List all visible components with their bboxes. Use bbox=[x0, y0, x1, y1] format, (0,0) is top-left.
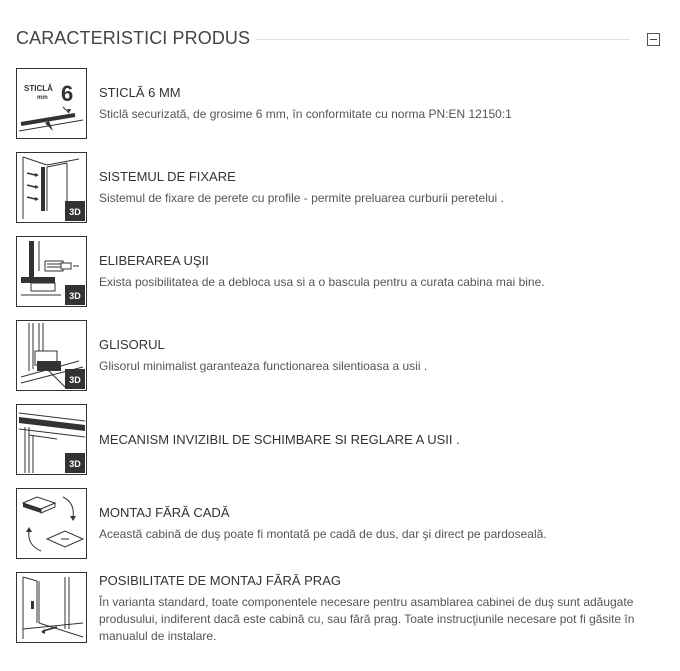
header-divider bbox=[256, 39, 630, 40]
feature-title: POSIBILITATE DE MONTAJ FĂRĂ PRAG bbox=[99, 573, 341, 588]
section-title: CARACTERISTICI PRODUS bbox=[16, 28, 251, 48]
feature-title: ELIBERAREA UŞII bbox=[99, 253, 209, 268]
invisible-mechanism-icon bbox=[16, 404, 87, 475]
feature-description: Glisorul minimalist garanteaza functionarea silentioasa a usii . bbox=[99, 359, 428, 373]
feature-description: Sticlă securizată, de grosime 6 mm, în conformitate cu norma PN:EN 12150:1 bbox=[99, 107, 512, 121]
3d-badge-icon bbox=[65, 201, 85, 221]
svg-text:6: 6 bbox=[61, 81, 74, 106]
feature-title: MECANISM INVIZIBIL DE SCHIMBARE SI REGLARE A USII . bbox=[99, 432, 460, 447]
section-header bbox=[16, 26, 664, 54]
mount-without-tray-icon bbox=[16, 488, 87, 559]
feature-description: În varianta standard, toate componentele necesare pentru asamblarea cabinei de duş sunt adăugate produsului, indiferent dacă este cabină cu, sau fără prag. Toate instrucţiunile necesare pot fi găsite în manualul de instalare. bbox=[99, 595, 635, 643]
collapse-button[interactable] bbox=[647, 33, 660, 46]
svg-text:3D: 3D bbox=[69, 375, 81, 385]
door-release-icon bbox=[16, 236, 87, 307]
feature-title: SISTEMUL DE FIXARE bbox=[99, 169, 236, 184]
wall-fixing-system-icon bbox=[16, 152, 87, 223]
svg-text:3D: 3D bbox=[69, 459, 81, 469]
threshold-free-mount-icon bbox=[16, 572, 87, 643]
svg-text:STICLĂ: STICLĂ bbox=[24, 84, 53, 93]
3d-badge-icon bbox=[65, 285, 85, 305]
glass-thickness-icon bbox=[16, 68, 87, 139]
slider-rail-icon bbox=[16, 320, 87, 391]
svg-text:mm: mm bbox=[37, 95, 48, 101]
3d-badge-icon bbox=[65, 369, 85, 389]
feature-description: Sistemul de fixare de perete cu profile - permite preluarea curburii peretelui . bbox=[99, 191, 504, 205]
feature-title: GLISORUL bbox=[99, 337, 165, 352]
feature-title: STICLĂ 6 MM bbox=[99, 85, 181, 100]
feature-title: MONTAJ FĂRĂ CADĂ bbox=[99, 505, 230, 520]
feature-description: Exista posibilitatea de a debloca usa si a o bascula pentru a curata cabina mai bine. bbox=[99, 275, 545, 289]
svg-text:3D: 3D bbox=[69, 207, 81, 217]
svg-text:3D: 3D bbox=[69, 291, 81, 301]
3d-badge-icon bbox=[65, 453, 85, 473]
feature-description: Această cabină de duş poate fi montată pe cadă de dus, dar şi direct pe pardoseală. bbox=[99, 527, 547, 541]
